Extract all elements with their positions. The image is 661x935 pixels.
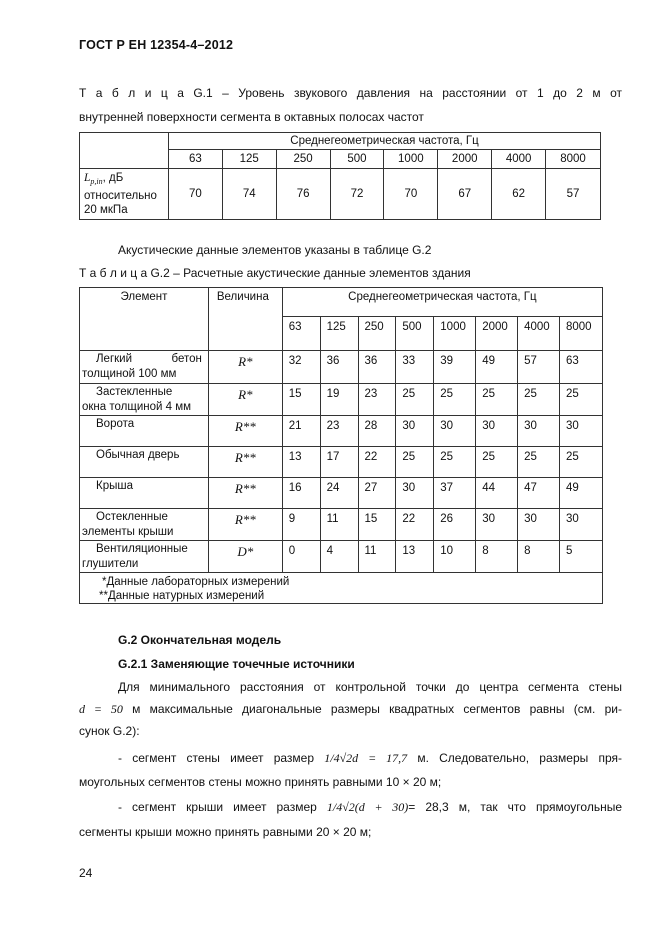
table2-row bbox=[80, 478, 603, 509]
table2-value: 30 bbox=[396, 478, 434, 509]
table1-freq: 4000 bbox=[492, 150, 546, 169]
p3-line2: сегменты крыши можно принять равными 20 × 20 м; bbox=[79, 825, 372, 839]
table2-value: 15 bbox=[358, 509, 396, 541]
table2-value: 21 bbox=[282, 416, 320, 447]
intro-text: Акустические данные элементов указаны в таблице G.2 bbox=[118, 243, 432, 257]
document-header: ГОСТ Р ЕН 12354-4–2012 bbox=[79, 38, 234, 52]
table1-row-label bbox=[80, 169, 169, 220]
table2-col-quantity: Величина bbox=[208, 288, 282, 351]
table2-value: 25 bbox=[476, 384, 518, 416]
table1-freq: 63 bbox=[168, 150, 222, 169]
table-g2 bbox=[79, 287, 603, 604]
table2-value: 13 bbox=[396, 541, 434, 573]
table2-element-name bbox=[80, 351, 209, 384]
table2-value: 27 bbox=[358, 478, 396, 509]
element-line2: элементы крыши bbox=[82, 526, 174, 538]
table1-caption-line1 bbox=[79, 86, 622, 100]
table2-value: 13 bbox=[282, 447, 320, 478]
p2-line2: моугольных сегментов стены можно принять равными 10 × 20 м; bbox=[79, 775, 442, 789]
table2-element-name bbox=[80, 509, 209, 541]
table2-element-name bbox=[80, 447, 209, 478]
p3-line1 bbox=[118, 800, 622, 815]
table1-value: 70 bbox=[384, 169, 438, 220]
table2-value: 49 bbox=[560, 478, 603, 509]
p1-line1: Для минимального расстояния от контрольной точки до центра сегмента стены bbox=[118, 680, 622, 694]
section-g21-title: G.2.1 Заменяющие точечные источники bbox=[118, 657, 355, 671]
table2-row bbox=[80, 447, 603, 478]
p3-text-b: = 28,3 м, так что прямоугольные bbox=[408, 800, 623, 814]
table2-value: 36 bbox=[320, 351, 358, 384]
table1-freq: 250 bbox=[276, 150, 330, 169]
table2-quantity: D* bbox=[208, 541, 282, 573]
table2-row bbox=[80, 509, 603, 541]
p2-line1 bbox=[118, 751, 622, 766]
table1-freq: 2000 bbox=[438, 150, 492, 169]
table1-value: 76 bbox=[276, 169, 330, 220]
table1-freq: 8000 bbox=[546, 150, 601, 169]
element-line2: окна толщиной 4 мм bbox=[82, 401, 192, 413]
table2-value: 25 bbox=[396, 384, 434, 416]
table1-label-line2: относительно bbox=[84, 190, 157, 202]
table2-value: 0 bbox=[282, 541, 320, 573]
table1-value: 74 bbox=[222, 169, 276, 220]
element-line1: Вентиляционные bbox=[96, 543, 188, 555]
table2-value: 19 bbox=[320, 384, 358, 416]
table2-value: 25 bbox=[518, 447, 560, 478]
p2-text-b: м. Следовательно, размеры пря- bbox=[407, 751, 623, 765]
section-g2-title: G.2 Окончательная модель bbox=[118, 633, 282, 647]
table2-element-name bbox=[80, 416, 209, 447]
table1-value: 57 bbox=[546, 169, 601, 220]
table2-quantity: R* bbox=[208, 384, 282, 416]
table2-value: 22 bbox=[396, 509, 434, 541]
table2-value: 30 bbox=[476, 416, 518, 447]
table1-caption-text: – Уровень звукового давления на расстоянии от 1 до 2 м от bbox=[212, 86, 623, 100]
element-line2: глушители bbox=[82, 558, 139, 570]
table2-value: 23 bbox=[358, 384, 396, 416]
table2-value: 5 bbox=[560, 541, 603, 573]
table2-value: 4 bbox=[320, 541, 358, 573]
table2-quantity: R** bbox=[208, 416, 282, 447]
table2-value: 8 bbox=[518, 541, 560, 573]
table2-value: 30 bbox=[518, 416, 560, 447]
table2-value: 10 bbox=[434, 541, 476, 573]
table2-value: 63 bbox=[560, 351, 603, 384]
table2-element-name bbox=[80, 478, 209, 509]
footnote-field: **Данные натурных измерений bbox=[99, 590, 265, 602]
table2-freq: 63 bbox=[282, 317, 320, 351]
formula-wall: 1/4√2d = 17,7 bbox=[324, 751, 408, 765]
table2-quantity: R* bbox=[208, 351, 282, 384]
element-line1: Крыша bbox=[96, 480, 133, 492]
table2-value: 28 bbox=[358, 416, 396, 447]
table2-value: 25 bbox=[396, 447, 434, 478]
table2-quantity: R** bbox=[208, 509, 282, 541]
table2-freq: 125 bbox=[320, 317, 358, 351]
table2-col-element: Элемент bbox=[80, 288, 209, 351]
table2-value: 32 bbox=[282, 351, 320, 384]
table2-value: 30 bbox=[560, 416, 603, 447]
element-line1: Ворота bbox=[96, 418, 135, 430]
table2-value: 25 bbox=[560, 384, 603, 416]
element-line1: Обычная дверь bbox=[96, 449, 180, 461]
element-line1: Легкий бетон bbox=[96, 353, 202, 365]
element-line1: Остекленные bbox=[96, 511, 168, 523]
element-line2: толщиной 100 мм bbox=[82, 368, 177, 380]
p1-line2 bbox=[79, 702, 622, 717]
table1-caption-prefix: Т а б л и ц а G.1 bbox=[79, 86, 213, 100]
table2-value: 8 bbox=[476, 541, 518, 573]
table2-value: 37 bbox=[434, 478, 476, 509]
p1-line3: сунок G.2): bbox=[79, 724, 140, 738]
table1-freq: 500 bbox=[330, 150, 384, 169]
table2-value: 25 bbox=[434, 384, 476, 416]
table2-value: 17 bbox=[320, 447, 358, 478]
table2-freq: 250 bbox=[358, 317, 396, 351]
table2-value: 39 bbox=[434, 351, 476, 384]
table1-symbol: L bbox=[84, 172, 91, 184]
table2-freq: 500 bbox=[396, 317, 434, 351]
table2-value: 25 bbox=[476, 447, 518, 478]
table1-group-header: Среднегеометрическая частота, Гц bbox=[168, 133, 600, 150]
footnote-lab: *Данные лабораторных измерений bbox=[102, 576, 290, 588]
table2-value: 25 bbox=[518, 384, 560, 416]
table2-value: 57 bbox=[518, 351, 560, 384]
table2-freq: 4000 bbox=[518, 317, 560, 351]
table2-value: 16 bbox=[282, 478, 320, 509]
table-g1 bbox=[79, 132, 601, 220]
p3-text-a: - сегмент крыши имеет размер bbox=[118, 800, 327, 814]
table2-freq: 1000 bbox=[434, 317, 476, 351]
table2-value: 25 bbox=[434, 447, 476, 478]
table2-quantity: R** bbox=[208, 478, 282, 509]
table1-caption-line2: внутренней поверхности сегмента в октавных полосах частот bbox=[79, 110, 424, 124]
table2-value: 23 bbox=[320, 416, 358, 447]
table1-label-line3: 20 мкПа bbox=[84, 204, 128, 216]
table2-group-header: Среднегеометрическая частота, Гц bbox=[282, 288, 602, 317]
table2-value: 49 bbox=[476, 351, 518, 384]
table2-value: 30 bbox=[518, 509, 560, 541]
table2-row bbox=[80, 351, 603, 384]
table2-value: 30 bbox=[396, 416, 434, 447]
table2-value: 9 bbox=[282, 509, 320, 541]
table2-value: 26 bbox=[434, 509, 476, 541]
table2-freq: 8000 bbox=[560, 317, 603, 351]
table2-value: 30 bbox=[560, 509, 603, 541]
table1-value: 70 bbox=[168, 169, 222, 220]
table2-row bbox=[80, 416, 603, 447]
table2-element-name bbox=[80, 384, 209, 416]
formula-d50: d = 50 bbox=[79, 702, 123, 716]
table1-unit: , дБ bbox=[102, 172, 124, 184]
table1-value: 72 bbox=[330, 169, 384, 220]
table2-value: 33 bbox=[396, 351, 434, 384]
table2-freq: 2000 bbox=[476, 317, 518, 351]
page-number: 24 bbox=[79, 866, 93, 880]
table2-value: 11 bbox=[320, 509, 358, 541]
element-line1: Застекленные bbox=[96, 386, 173, 398]
table2-value: 44 bbox=[476, 478, 518, 509]
table2-value: 22 bbox=[358, 447, 396, 478]
table1-value: 67 bbox=[438, 169, 492, 220]
table2-value: 24 bbox=[320, 478, 358, 509]
table1-freq: 1000 bbox=[384, 150, 438, 169]
table2-value: 30 bbox=[434, 416, 476, 447]
p2-text-a: - сегмент стены имеет размер bbox=[118, 751, 325, 765]
table1-corner bbox=[80, 133, 169, 150]
table2-element-name bbox=[80, 541, 209, 573]
table2-quantity: R** bbox=[208, 447, 282, 478]
table2-row bbox=[80, 541, 603, 573]
table2-value: 47 bbox=[518, 478, 560, 509]
table1-symbol-sub: p,in bbox=[90, 177, 103, 186]
table2-row bbox=[80, 384, 603, 416]
table2-value: 11 bbox=[358, 541, 396, 573]
table2-value: 30 bbox=[476, 509, 518, 541]
table1-value: 62 bbox=[492, 169, 546, 220]
table2-caption: Т а б л и ц а G.2 – Расчетные акустические данные элементов здания bbox=[79, 266, 471, 280]
table2-footnotes bbox=[80, 573, 603, 604]
table1-corner-lower bbox=[80, 150, 169, 169]
table2-value: 25 bbox=[560, 447, 603, 478]
table2-value: 36 bbox=[358, 351, 396, 384]
p1-line2-text: м максимальные диагональные размеры квадратных сегментов равны (см. ри- bbox=[122, 702, 622, 716]
formula-roof: 1/4√2(d + 30) bbox=[326, 800, 409, 814]
table2-value: 15 bbox=[282, 384, 320, 416]
table1-freq: 125 bbox=[222, 150, 276, 169]
